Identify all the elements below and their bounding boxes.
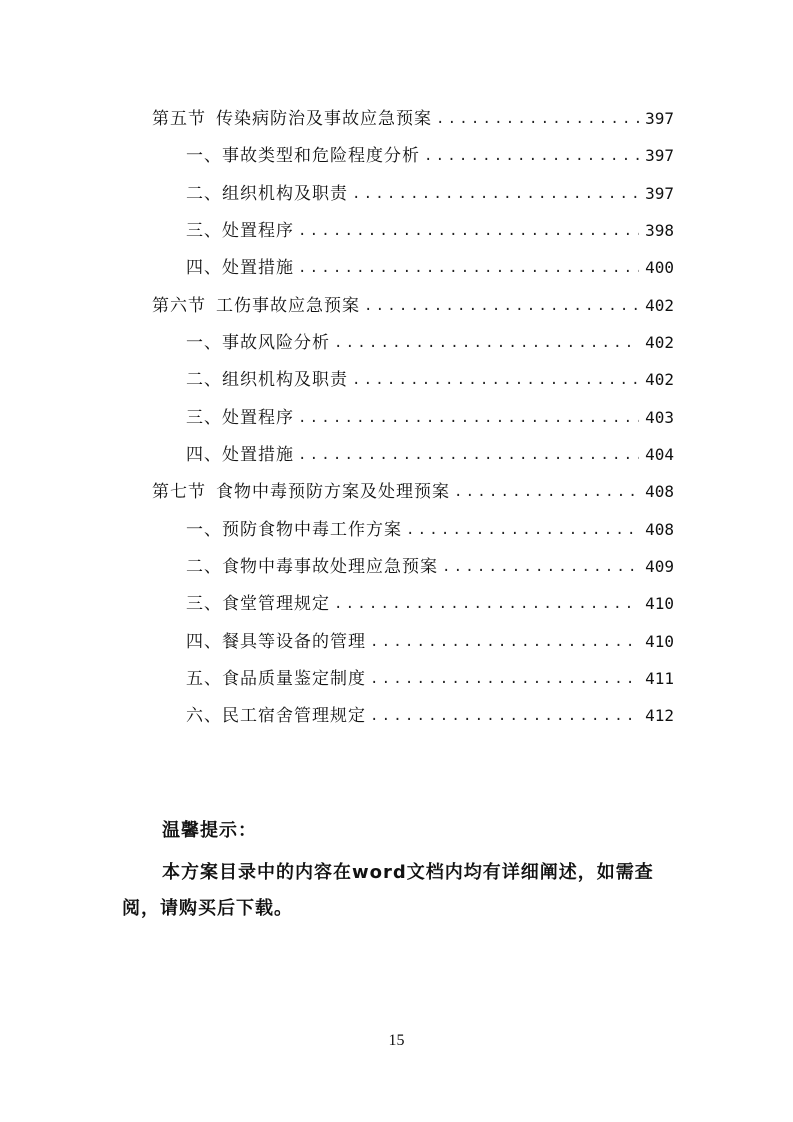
toc-dot-leader [442, 554, 639, 580]
toc-dot-leader [454, 479, 639, 505]
toc-page-number: 398 [645, 221, 674, 240]
toc-entry[interactable] [186, 554, 674, 580]
toc-entry[interactable] [186, 367, 674, 393]
tip-heading: 温馨提示： [162, 820, 257, 841]
toc-entry-title [152, 479, 450, 505]
toc-page-number: 411 [645, 669, 674, 688]
toc-title-text: 四、餐具等设备的管理 [186, 632, 366, 652]
toc-page-number: 408 [645, 482, 674, 501]
toc-dot-leader [298, 442, 639, 468]
toc-dot-leader [298, 405, 639, 431]
toc-dot-leader [364, 293, 639, 319]
toc-title-text: 二、食物中毒事故处理应急预案 [186, 557, 438, 577]
toc-dot-leader [436, 106, 639, 132]
toc-dot-leader [424, 143, 639, 169]
toc-title-text: 三、处置程序 [186, 408, 294, 428]
toc-title-text: 食物中毒预防方案及处理预案 [216, 482, 450, 502]
toc-entry[interactable] [186, 703, 674, 729]
toc-entry[interactable] [186, 143, 674, 169]
toc-entry[interactable] [186, 517, 674, 543]
toc-entry[interactable] [186, 255, 674, 281]
toc-title-text: 五、食品质量鉴定制度 [186, 669, 366, 689]
toc-title-text: 一、事故类型和危险程度分析 [186, 146, 420, 166]
toc-entry[interactable] [186, 629, 674, 655]
toc-dot-leader [370, 703, 639, 729]
toc-dot-leader [352, 181, 639, 207]
tip-body: 本方案目录中的内容在word文档内均有详细阐述，如需查阅，请购买后下载。 [122, 862, 654, 919]
toc-entry[interactable] [186, 442, 674, 468]
toc-entry-section-6[interactable] [152, 293, 674, 319]
toc-dot-leader [406, 517, 639, 543]
toc-title-text: 六、民工宿舍管理规定 [186, 706, 366, 726]
toc-page-number: 412 [645, 706, 674, 725]
toc-page-number: 403 [645, 408, 674, 427]
toc-title-text: 四、处置措施 [186, 258, 294, 278]
toc-title-text: 三、食堂管理规定 [186, 594, 330, 614]
toc-page-number: 404 [645, 445, 674, 464]
toc-entry[interactable] [186, 591, 674, 617]
toc-dot-leader [298, 255, 639, 281]
toc-page-number: 400 [645, 258, 674, 277]
toc-dot-leader [370, 666, 639, 692]
toc-dot-leader [298, 218, 639, 244]
toc-title-text: 传染病防治及事故应急预案 [216, 109, 432, 129]
toc-section-label: 第六节 [152, 296, 206, 316]
toc-entry-title [152, 293, 360, 319]
toc-page-number: 410 [645, 632, 674, 651]
toc-page-number: 397 [645, 184, 674, 203]
page-number: 15 [388, 1032, 405, 1049]
toc-entry[interactable] [186, 218, 674, 244]
toc-page-number: 402 [645, 296, 674, 315]
toc-page-number: 402 [645, 370, 674, 389]
toc-section-label: 第五节 [152, 109, 206, 129]
toc-section-label: 第七节 [152, 482, 206, 502]
toc-entry[interactable] [186, 405, 674, 431]
toc-entry[interactable] [186, 666, 674, 692]
toc-page-number: 402 [645, 333, 674, 352]
toc-page-number: 397 [645, 109, 674, 128]
toc-page-number: 408 [645, 520, 674, 539]
toc-title-text: 四、处置措施 [186, 445, 294, 465]
toc-title-text: 一、预防食物中毒工作方案 [186, 520, 402, 540]
toc-page-number: 397 [645, 146, 674, 165]
toc-entry[interactable] [186, 330, 674, 356]
toc-page-number: 409 [645, 557, 674, 576]
toc-entry-section-7[interactable] [152, 479, 674, 505]
toc-title-text: 二、组织机构及职责 [186, 184, 348, 204]
toc-dot-leader [352, 367, 639, 393]
toc-title-text: 一、事故风险分析 [186, 333, 330, 353]
toc-title-text: 工伤事故应急预案 [216, 296, 360, 316]
toc-page-number: 410 [645, 594, 674, 613]
toc-entry[interactable] [186, 181, 674, 207]
toc-entry-section-5[interactable] [152, 106, 674, 132]
toc-dot-leader [334, 330, 639, 356]
toc-dot-leader [334, 591, 639, 617]
toc-title-text: 二、组织机构及职责 [186, 370, 348, 390]
toc-dot-leader [370, 629, 639, 655]
toc-entry-title [152, 106, 432, 132]
toc-title-text: 三、处置程序 [186, 221, 294, 241]
